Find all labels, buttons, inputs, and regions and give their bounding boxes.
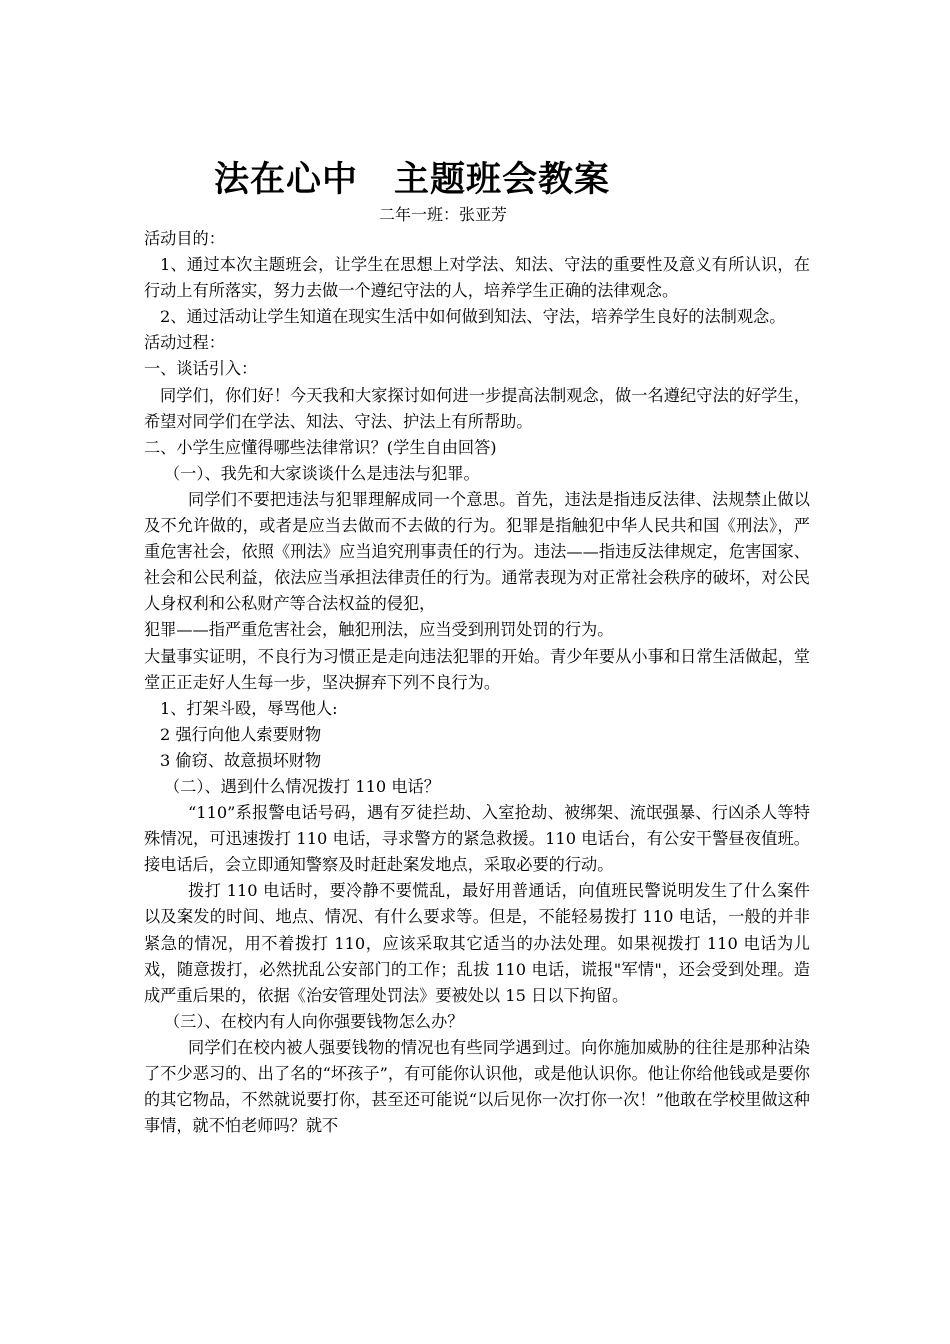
110-paragraph-2: 拨打 110 电话时，要冷静不要慌乱，最好用普通话，向值班民警说明发生了什么案件以及案发的时间、地点、情况、有什么要求等。但是，不能轻易拨打 110 电话，一般的并非紧急的情况，用不着拨打 110，应该采取其它适当的办法处理。如果视拨打 110 电话为儿戏，随意拨打，必然扰乱公安部门的工作；乱拔 110 电话，谎报"军情"，还会受到处理。造成严重后果的，依据《治安管理处罚法》要被处以 15 日以下拘留。 <box>144 881 810 1005</box>
bad-habits-paragraph: 大量事实证明，不良行为习惯正是走向违法犯罪的开始。青少年要从小事和日常生活做起，堂堂正正走好人生每一步，坚决摒弃下列不良行为。 <box>144 646 810 692</box>
bad-habit-item-3: 3 偷窃、故意损坏财物 <box>160 750 322 770</box>
crime-definition: 犯罪——指严重危害社会，触犯刑法，应当受到刑罚处罚的行为。 <box>144 620 614 640</box>
step-heading-law-knowledge: 二、小学生应懂得哪些法律常识？(学生自由回答) <box>144 437 497 457</box>
subheading-violation-crime: （一）、我先和大家谈谈什么是违法与犯罪。 <box>164 463 480 483</box>
bad-habit-item-2: 2 强行向他人索要财物 <box>160 724 322 744</box>
110-paragraph-1: “110”系报警电话号码，遇有歹徒拦劫、入室抢劫、被绑架、流氓强暴、行凶杀人等特殊情况，可迅速拨打 110 电话，寻求警方的紧急救援。110 电话台，有公安干警昼夜值班。接电话后，会立即通知警察及时赶赴案发地点，采取必要的行动。 <box>144 803 810 875</box>
extortion-paragraph: 同学们在校内被人强要钱物的情况也有些同学遇到过。向你施加威胁的往往是那种沾染了不少恶习的、出了名的“坏孩子”，有可能你认识他，或是他认识你。他让你给他钱或是要你的其它物品，不然就说要打你，甚至还可能说“以后见你一次打你一次！”他敢在学校里做这种事情，就不怕老师吗？就不 <box>144 1037 810 1136</box>
subheading-110: （二）、遇到什么情况拨打 110 电话？ <box>164 776 440 796</box>
intro-paragraph: 同学们，你们好！今天我和大家探讨如何进一步提高法制观念，做一名遵纪守法的好学生，希望对同学们在学法、知法、守法、护法上有所帮助。 <box>144 385 810 431</box>
violation-crime-paragraph: 同学们不要把违法与犯罪理解成同一个意思。首先，违法是指违反法律、法规禁止做以及不允许做的，或者是应当去做而不去做的行为。犯罪是指触犯中华人民共和国《刑法》，严重危害社会，依照《刑法》应当追究刑事责任的行为。违法——指违反法律规定，危害国家、社会和公民利益，依法应当承担法律责任的行为。通常表现为对正常社会秩序的破坏，对公民人身权利和公私财产等合法权益的侵犯， <box>144 489 810 614</box>
document-author: 二年一班：张亚芳 <box>379 205 508 224</box>
document-title: 法在心中 主题班会教案 <box>214 159 611 200</box>
section-heading-purpose: 活动目的： <box>144 229 225 248</box>
step-heading-intro: 一、谈话引入： <box>144 359 258 379</box>
purpose-item-2: 2、通过活动让学生知道在现实生活中如何做到知法、守法，培养学生良好的法制观念。 <box>160 307 786 327</box>
document-body <box>144 226 810 1139</box>
purpose-item-1: 1、通过本次主题班会，让学生在思想上对学法、知法、守法的重要性及意义有所认识，在行动上有所落实，努力去做一个遵纪守法的人，培养学生正确的法律观念。 <box>144 255 810 301</box>
subheading-extortion: （三）、在校内有人向你强要钱物怎么办？ <box>164 1011 464 1031</box>
section-heading-process: 活动过程： <box>144 333 225 353</box>
bad-habit-item-1: 1、打架斗殴，辱骂他人: <box>160 698 338 718</box>
